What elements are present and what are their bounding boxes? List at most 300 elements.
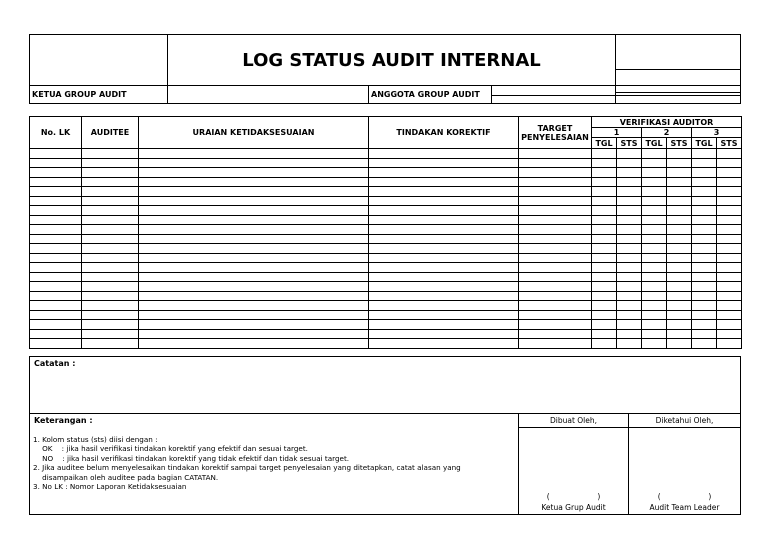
- table-cell[interactable]: [30, 310, 82, 320]
- table-cell[interactable]: [717, 320, 742, 330]
- ketua-grup-audit-label: Ketua Grup Audit: [541, 503, 606, 512]
- table-cell[interactable]: [717, 206, 742, 216]
- table-cell[interactable]: [82, 215, 139, 225]
- table-row: [30, 272, 742, 282]
- table-cell[interactable]: [30, 272, 82, 282]
- table-cell[interactable]: [667, 234, 692, 244]
- table-cell[interactable]: [692, 244, 717, 254]
- table-cell[interactable]: [30, 177, 82, 187]
- catatan-label: Catatan :: [34, 359, 76, 368]
- table-cell[interactable]: [717, 263, 742, 273]
- table-cell[interactable]: [369, 196, 519, 206]
- table-cell[interactable]: [592, 320, 617, 330]
- table-cell[interactable]: [617, 158, 642, 168]
- keterangan-line: 2. Jika auditee belum menyelesaikan tindakan korektif sampai target penyelesaian yang ditetapkan, catat alasan yang: [33, 463, 461, 473]
- table-cell[interactable]: [642, 215, 667, 225]
- table-cell[interactable]: [692, 177, 717, 187]
- table-cell[interactable]: [82, 291, 139, 301]
- table-cell[interactable]: [139, 339, 369, 349]
- table-row: [30, 187, 742, 197]
- table-cell[interactable]: [692, 234, 717, 244]
- table-cell[interactable]: [139, 158, 369, 168]
- table-cell[interactable]: [667, 320, 692, 330]
- table-cell[interactable]: [592, 253, 617, 263]
- table-cell[interactable]: [82, 158, 139, 168]
- table-row: [30, 234, 742, 244]
- table-cell[interactable]: [82, 320, 139, 330]
- sig-divider: [629, 427, 740, 428]
- table-cell[interactable]: [617, 339, 642, 349]
- table-cell[interactable]: [369, 149, 519, 159]
- table-cell[interactable]: [642, 310, 667, 320]
- table-row: [30, 301, 742, 311]
- table-cell[interactable]: [667, 215, 692, 225]
- col-no-lk: No. LK: [30, 117, 82, 149]
- table-cell[interactable]: [692, 339, 717, 349]
- signature-diketahui: [628, 413, 741, 515]
- table-cell[interactable]: [519, 263, 592, 273]
- table-cell[interactable]: [617, 310, 642, 320]
- col-uraian: URAIAN KETIDAKSESUAIAN: [139, 117, 369, 149]
- table-cell[interactable]: [692, 329, 717, 339]
- table-cell[interactable]: [717, 282, 742, 292]
- table-cell[interactable]: [519, 329, 592, 339]
- table-cell[interactable]: [667, 187, 692, 197]
- table-cell[interactable]: [82, 263, 139, 273]
- table-cell[interactable]: [30, 320, 82, 330]
- table-cell[interactable]: [369, 225, 519, 235]
- table-cell[interactable]: [82, 168, 139, 178]
- ver-number-1: 1: [592, 128, 642, 138]
- table-cell[interactable]: [617, 282, 642, 292]
- table-cell[interactable]: [592, 282, 617, 292]
- table-cell[interactable]: [667, 196, 692, 206]
- table-cell[interactable]: [642, 149, 667, 159]
- table-cell[interactable]: [692, 263, 717, 273]
- table-row: [30, 206, 742, 216]
- anggota-divider: [615, 85, 616, 104]
- table-cell[interactable]: [30, 158, 82, 168]
- table-cell[interactable]: [592, 291, 617, 301]
- table-cell[interactable]: [139, 253, 369, 263]
- table-cell[interactable]: [642, 253, 667, 263]
- table-cell[interactable]: [717, 244, 742, 254]
- table-cell[interactable]: [642, 234, 667, 244]
- table-cell[interactable]: [667, 168, 692, 178]
- table-cell[interactable]: [82, 206, 139, 216]
- table-cell[interactable]: [369, 253, 519, 263]
- table-cell[interactable]: [30, 263, 82, 273]
- table-cell[interactable]: [369, 329, 519, 339]
- table-cell[interactable]: [519, 282, 592, 292]
- table-cell[interactable]: [592, 215, 617, 225]
- table-cell[interactable]: [30, 215, 82, 225]
- table-cell[interactable]: [617, 234, 642, 244]
- table-cell[interactable]: [369, 206, 519, 216]
- keterangan-label: Keterangan :: [34, 416, 93, 425]
- table-cell[interactable]: [617, 263, 642, 273]
- table-cell[interactable]: [667, 177, 692, 187]
- table-cell[interactable]: [692, 291, 717, 301]
- table-cell[interactable]: [30, 149, 82, 159]
- table-cell[interactable]: [617, 206, 642, 216]
- table-cell[interactable]: [642, 187, 667, 197]
- table-cell[interactable]: [692, 206, 717, 216]
- table-row: [30, 149, 742, 159]
- table-row: [30, 263, 742, 273]
- table-cell[interactable]: [642, 177, 667, 187]
- table-cell[interactable]: [692, 215, 717, 225]
- table-cell[interactable]: [667, 282, 692, 292]
- col-tgl-1: TGL: [592, 138, 617, 149]
- table-cell[interactable]: [692, 196, 717, 206]
- table-cell[interactable]: [717, 234, 742, 244]
- table-cell[interactable]: [692, 168, 717, 178]
- table-cell[interactable]: [717, 291, 742, 301]
- table-cell[interactable]: [82, 282, 139, 292]
- table-cell[interactable]: [139, 282, 369, 292]
- table-cell[interactable]: [139, 187, 369, 197]
- table-cell[interactable]: [139, 149, 369, 159]
- table-cell[interactable]: [139, 168, 369, 178]
- table-cell[interactable]: [667, 158, 692, 168]
- table-cell[interactable]: [617, 253, 642, 263]
- table-cell[interactable]: [139, 234, 369, 244]
- table-cell[interactable]: [519, 253, 592, 263]
- table-cell[interactable]: [617, 225, 642, 235]
- table-cell[interactable]: [667, 253, 692, 263]
- table-cell[interactable]: [30, 206, 82, 216]
- table-cell[interactable]: [519, 225, 592, 235]
- table-cell[interactable]: [692, 282, 717, 292]
- table-cell[interactable]: [667, 339, 692, 349]
- sig-divider: [519, 427, 628, 428]
- table-cell[interactable]: [642, 282, 667, 292]
- table-cell[interactable]: [717, 187, 742, 197]
- table-cell[interactable]: [642, 158, 667, 168]
- table-cell[interactable]: [642, 168, 667, 178]
- table-cell[interactable]: [519, 320, 592, 330]
- table-cell[interactable]: [667, 244, 692, 254]
- table-cell[interactable]: [82, 234, 139, 244]
- col-auditee: AUDITEE: [82, 117, 139, 149]
- dibuat-paren: ( ): [546, 492, 601, 501]
- catatan-box[interactable]: [29, 356, 741, 414]
- col-tgl-3: TGL: [692, 138, 717, 149]
- table-cell[interactable]: [717, 196, 742, 206]
- table-cell[interactable]: [667, 206, 692, 216]
- table-cell[interactable]: [30, 301, 82, 311]
- keterangan-notes: [33, 435, 461, 491]
- table-cell[interactable]: [30, 291, 82, 301]
- table-cell[interactable]: [519, 177, 592, 187]
- table-cell[interactable]: [592, 177, 617, 187]
- table-cell[interactable]: [139, 177, 369, 187]
- table-cell[interactable]: [717, 168, 742, 178]
- table-cell[interactable]: [369, 310, 519, 320]
- keterangan-line: disampaikan oleh auditee pada bagian CATATAN.: [33, 472, 219, 482]
- table-cell[interactable]: [369, 187, 519, 197]
- table-cell[interactable]: [139, 301, 369, 311]
- table-cell[interactable]: [139, 310, 369, 320]
- table-cell[interactable]: [642, 329, 667, 339]
- table-cell[interactable]: [139, 215, 369, 225]
- table-cell[interactable]: [369, 272, 519, 282]
- table-row: [30, 225, 742, 235]
- title-box: [167, 34, 616, 86]
- table-cell[interactable]: [642, 263, 667, 273]
- table-cell[interactable]: [139, 244, 369, 254]
- table-cell[interactable]: [692, 310, 717, 320]
- col-sts-1: STS: [617, 138, 642, 149]
- col-sts-3: STS: [717, 138, 742, 149]
- table-cell[interactable]: [617, 215, 642, 225]
- table-cell[interactable]: [642, 272, 667, 282]
- table-cell[interactable]: [592, 272, 617, 282]
- table-cell[interactable]: [617, 177, 642, 187]
- table-cell[interactable]: [717, 329, 742, 339]
- anggota-label-cell: [368, 85, 492, 104]
- table-cell[interactable]: [82, 339, 139, 349]
- table-cell[interactable]: [30, 339, 82, 349]
- table-cell[interactable]: [667, 329, 692, 339]
- diketahui-label: Diketahui Oleh,: [655, 416, 714, 425]
- ver-number-3: 3: [692, 128, 742, 138]
- log-rows: [30, 149, 742, 349]
- table-cell[interactable]: [592, 149, 617, 159]
- table-cell[interactable]: [667, 225, 692, 235]
- table-cell[interactable]: [139, 272, 369, 282]
- col-tindakan: TINDAKAN KOREKTIF: [369, 117, 519, 149]
- table-cell[interactable]: [617, 168, 642, 178]
- table-cell[interactable]: [692, 149, 717, 159]
- info-line: [616, 69, 740, 70]
- table-cell[interactable]: [617, 301, 642, 311]
- table-row: [30, 177, 742, 187]
- table-cell[interactable]: [82, 301, 139, 311]
- table-cell[interactable]: [617, 272, 642, 282]
- table-cell[interactable]: [369, 263, 519, 273]
- table-cell[interactable]: [82, 149, 139, 159]
- table-cell[interactable]: [642, 320, 667, 330]
- table-cell[interactable]: [692, 320, 717, 330]
- table-cell[interactable]: [667, 291, 692, 301]
- table-cell[interactable]: [592, 206, 617, 216]
- table-row: [30, 215, 742, 225]
- table-cell[interactable]: [30, 225, 82, 235]
- table-cell[interactable]: [667, 149, 692, 159]
- table-cell[interactable]: [617, 329, 642, 339]
- table-cell[interactable]: [519, 206, 592, 216]
- table-cell[interactable]: [642, 196, 667, 206]
- table-cell[interactable]: [592, 329, 617, 339]
- table-cell[interactable]: [519, 272, 592, 282]
- audit-team-leader-label: Audit Team Leader: [649, 503, 720, 512]
- table-cell[interactable]: [592, 158, 617, 168]
- table-row: [30, 282, 742, 292]
- audit-log-table: [29, 116, 742, 349]
- table-cell[interactable]: [82, 187, 139, 197]
- table-cell[interactable]: [369, 215, 519, 225]
- table-cell[interactable]: [82, 196, 139, 206]
- table-cell[interactable]: [617, 187, 642, 197]
- table-row: [30, 168, 742, 178]
- table-row: [30, 329, 742, 339]
- table-cell[interactable]: [692, 187, 717, 197]
- table-cell[interactable]: [642, 206, 667, 216]
- table-cell[interactable]: [369, 177, 519, 187]
- table-cell[interactable]: [642, 301, 667, 311]
- table-cell[interactable]: [139, 206, 369, 216]
- table-cell[interactable]: [692, 272, 717, 282]
- table-cell[interactable]: [642, 339, 667, 349]
- table-cell[interactable]: [519, 339, 592, 349]
- table-cell[interactable]: [592, 187, 617, 197]
- table-cell[interactable]: [519, 301, 592, 311]
- table-cell[interactable]: [592, 339, 617, 349]
- table-cell[interactable]: [617, 196, 642, 206]
- table-cell[interactable]: [519, 196, 592, 206]
- table-cell[interactable]: [717, 301, 742, 311]
- anggota-group-label: ANGGOTA GROUP AUDIT: [371, 90, 480, 99]
- table-cell[interactable]: [519, 310, 592, 320]
- table-cell[interactable]: [717, 225, 742, 235]
- table-cell[interactable]: [617, 291, 642, 301]
- table-cell[interactable]: [519, 149, 592, 159]
- table-cell[interactable]: [30, 168, 82, 178]
- col-tgl-2: TGL: [642, 138, 667, 149]
- anggota-line: [492, 95, 740, 96]
- table-cell[interactable]: [369, 244, 519, 254]
- table-cell[interactable]: [139, 320, 369, 330]
- col-verifikasi: VERIFIKASI AUDITOR: [592, 117, 742, 128]
- signature-dibuat: [518, 413, 629, 515]
- col-sts-2: STS: [667, 138, 692, 149]
- table-cell[interactable]: [717, 158, 742, 168]
- table-cell[interactable]: [30, 282, 82, 292]
- diketahui-paren: ( ): [657, 492, 712, 501]
- table-cell[interactable]: [519, 234, 592, 244]
- table-cell[interactable]: [592, 244, 617, 254]
- table-row: [30, 339, 742, 349]
- table-cell[interactable]: [139, 291, 369, 301]
- info-line: [616, 92, 740, 93]
- table-cell[interactable]: [139, 263, 369, 273]
- table-row: [30, 320, 742, 330]
- table-cell[interactable]: [617, 149, 642, 159]
- table-cell[interactable]: [369, 291, 519, 301]
- table-cell[interactable]: [519, 187, 592, 197]
- table-row: [30, 310, 742, 320]
- table-cell[interactable]: [139, 196, 369, 206]
- table-cell[interactable]: [369, 301, 519, 311]
- logo-box: [29, 34, 168, 86]
- table-cell[interactable]: [82, 225, 139, 235]
- page-title: LOG STATUS AUDIT INTERNAL: [242, 49, 541, 71]
- table-cell[interactable]: [519, 168, 592, 178]
- table-cell[interactable]: [82, 329, 139, 339]
- table-cell[interactable]: [692, 253, 717, 263]
- table-cell[interactable]: [369, 168, 519, 178]
- ketua-label-cell: [29, 85, 168, 104]
- table-row: [30, 244, 742, 254]
- table-cell[interactable]: [369, 158, 519, 168]
- keterangan-line: 3. No LK : Nomor Laporan Ketidaksesuaian: [33, 482, 187, 492]
- table-cell[interactable]: [592, 225, 617, 235]
- table-cell[interactable]: [82, 253, 139, 263]
- table-cell[interactable]: [592, 234, 617, 244]
- table-cell[interactable]: [139, 329, 369, 339]
- table-cell[interactable]: [717, 215, 742, 225]
- table-cell[interactable]: [369, 339, 519, 349]
- table-cell[interactable]: [592, 168, 617, 178]
- table-cell[interactable]: [667, 301, 692, 311]
- table-cell[interactable]: [30, 253, 82, 263]
- table-cell[interactable]: [667, 310, 692, 320]
- table-cell[interactable]: [692, 301, 717, 311]
- keterangan-box: [29, 413, 519, 515]
- table-cell[interactable]: [519, 215, 592, 225]
- table-cell[interactable]: [692, 158, 717, 168]
- table-cell[interactable]: [717, 177, 742, 187]
- table-cell[interactable]: [369, 234, 519, 244]
- table-cell[interactable]: [82, 244, 139, 254]
- table-cell[interactable]: [667, 272, 692, 282]
- ketua-group-label: KETUA GROUP AUDIT: [32, 90, 127, 99]
- doc-info-box: [615, 34, 741, 86]
- table-cell[interactable]: [519, 244, 592, 254]
- table-cell[interactable]: [642, 225, 667, 235]
- table-cell[interactable]: [592, 310, 617, 320]
- table-cell[interactable]: [30, 329, 82, 339]
- table-cell[interactable]: [369, 320, 519, 330]
- target-line-1: TARGET: [537, 123, 573, 133]
- table-cell[interactable]: [717, 272, 742, 282]
- table-cell[interactable]: [592, 263, 617, 273]
- table-cell[interactable]: [139, 225, 369, 235]
- table-row: [30, 196, 742, 206]
- table-cell[interactable]: [592, 196, 617, 206]
- col-target: [519, 117, 592, 149]
- table-cell[interactable]: [717, 253, 742, 263]
- table-cell[interactable]: [617, 244, 642, 254]
- table-cell[interactable]: [642, 291, 667, 301]
- table-cell[interactable]: [717, 310, 742, 320]
- table-cell[interactable]: [30, 187, 82, 197]
- table-cell[interactable]: [592, 301, 617, 311]
- table-cell[interactable]: [82, 310, 139, 320]
- target-line-2: PENYELESAIAN: [521, 132, 589, 142]
- table-cell[interactable]: [82, 177, 139, 187]
- table-cell[interactable]: [369, 282, 519, 292]
- table-cell[interactable]: [617, 320, 642, 330]
- table-cell[interactable]: [692, 225, 717, 235]
- keterangan-line: OK : jika hasil verifikasi tindakan korektif yang efektif dan sesuai target.: [33, 444, 308, 454]
- ketua-value-cell[interactable]: [167, 85, 369, 104]
- table-cell[interactable]: [717, 339, 742, 349]
- ver-number-2: 2: [642, 128, 692, 138]
- table-cell[interactable]: [30, 234, 82, 244]
- table-cell[interactable]: [667, 263, 692, 273]
- keterangan-line: NO : jika hasil verifikasi tindakan korektif yang tidak efektif dan tidak sesuai target.: [33, 453, 350, 463]
- table-cell[interactable]: [519, 291, 592, 301]
- table-cell[interactable]: [30, 196, 82, 206]
- table-cell[interactable]: [717, 149, 742, 159]
- table-cell[interactable]: [82, 272, 139, 282]
- table-cell[interactable]: [642, 244, 667, 254]
- table-cell[interactable]: [30, 244, 82, 254]
- table-cell[interactable]: [519, 158, 592, 168]
